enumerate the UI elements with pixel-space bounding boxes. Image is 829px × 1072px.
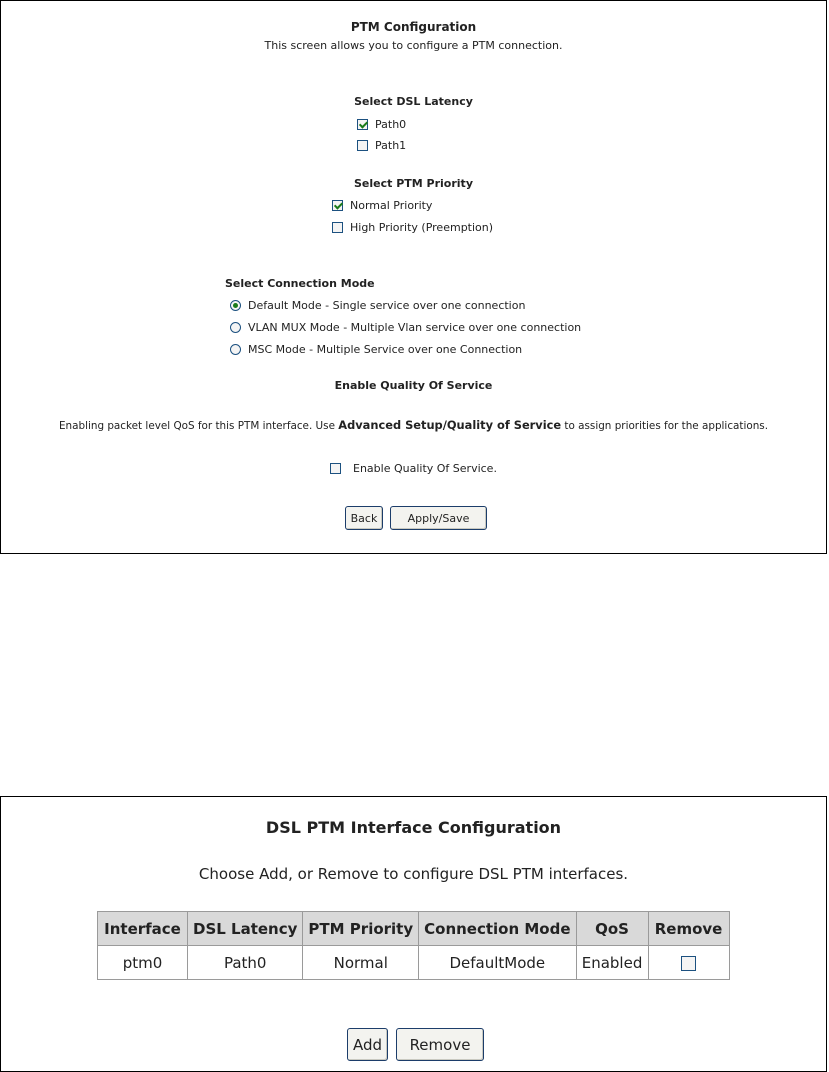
cell-dsl-latency: Path0 — [188, 946, 303, 980]
priority-heading: Select PTM Priority — [353, 177, 473, 190]
path1-option[interactable] — [357, 138, 406, 152]
interface-title: DSL PTM Interface Configuration — [265, 818, 562, 837]
table-row — [98, 946, 730, 980]
enable-qos-checkbox[interactable] — [330, 463, 341, 474]
interface-subtitle: Choose Add, or Remove to configure DSL PTM interfaces. — [198, 865, 629, 883]
ptm-interface-panel — [0, 796, 827, 1072]
column-header-interface: Interface — [98, 912, 188, 946]
connection-mode-heading: Select Connection Mode — [225, 277, 375, 290]
cell-remove — [648, 946, 729, 980]
interface-table — [97, 911, 730, 980]
cell-interface: ptm0 — [98, 946, 188, 980]
high-priority-checkbox[interactable] — [332, 222, 343, 233]
apply-save-button[interactable]: Apply/Save — [390, 506, 487, 530]
vlan-mux-mode-radio[interactable] — [230, 322, 241, 333]
high-priority-option[interactable] — [332, 220, 493, 234]
back-button[interactable]: Back — [345, 506, 383, 530]
msc-mode-label: MSC Mode - Multiple Service over one Connection — [248, 342, 523, 356]
qos-desc-suffix: to assign priorities for the applications. — [561, 420, 769, 432]
normal-priority-checkbox[interactable] — [332, 200, 343, 211]
column-header-ptm-priority: PTM Priority — [303, 912, 419, 946]
default-mode-radio[interactable] — [230, 300, 241, 311]
column-header-qos: QoS — [576, 912, 648, 946]
add-button[interactable]: Add — [347, 1028, 388, 1061]
default-mode-label: Default Mode - Single service over one connection — [248, 298, 526, 312]
connection-mode-option-vlan[interactable] — [230, 320, 581, 334]
qos-desc-prefix: Enabling packet level QoS for this PTM interface. Use — [58, 420, 339, 432]
connection-mode-option-default[interactable] — [230, 298, 525, 312]
cell-ptm-priority: Normal — [303, 946, 419, 980]
msc-mode-radio[interactable] — [230, 344, 241, 355]
enable-qos-option[interactable] — [330, 461, 497, 475]
cell-connection-mode: DefaultMode — [419, 946, 576, 980]
path1-checkbox[interactable] — [357, 140, 368, 151]
page-title: PTM Configuration — [350, 20, 477, 34]
column-header-dsl-latency: DSL Latency — [188, 912, 303, 946]
column-header-connection-mode: Connection Mode — [419, 912, 576, 946]
table-header-row — [98, 912, 730, 946]
qos-description — [1, 418, 826, 432]
page-subtitle: This screen allows you to configure a PTM connection. — [264, 39, 563, 52]
latency-heading: Select DSL Latency — [354, 95, 473, 108]
path1-label: Path1 — [375, 138, 407, 152]
normal-priority-label: Normal Priority — [350, 198, 433, 212]
column-header-remove: Remove — [648, 912, 729, 946]
path0-checkbox[interactable] — [357, 119, 368, 130]
path0-label: Path0 — [375, 117, 407, 131]
high-priority-label: High Priority (Preemption) — [350, 220, 494, 234]
path0-option[interactable] — [357, 117, 406, 131]
remove-button[interactable]: Remove — [396, 1028, 484, 1061]
cell-qos: Enabled — [576, 946, 648, 980]
qos-desc-link-text: Advanced Setup/Quality of Service — [338, 418, 562, 432]
vlan-mux-mode-label: VLAN MUX Mode - Multiple Vlan service over one connection — [248, 320, 582, 334]
remove-checkbox[interactable] — [681, 956, 696, 971]
normal-priority-option[interactable] — [332, 198, 432, 212]
qos-heading: Enable Quality Of Service — [334, 379, 493, 392]
enable-qos-label: Enable Quality Of Service. — [353, 461, 497, 475]
connection-mode-option-msc[interactable] — [230, 342, 522, 356]
